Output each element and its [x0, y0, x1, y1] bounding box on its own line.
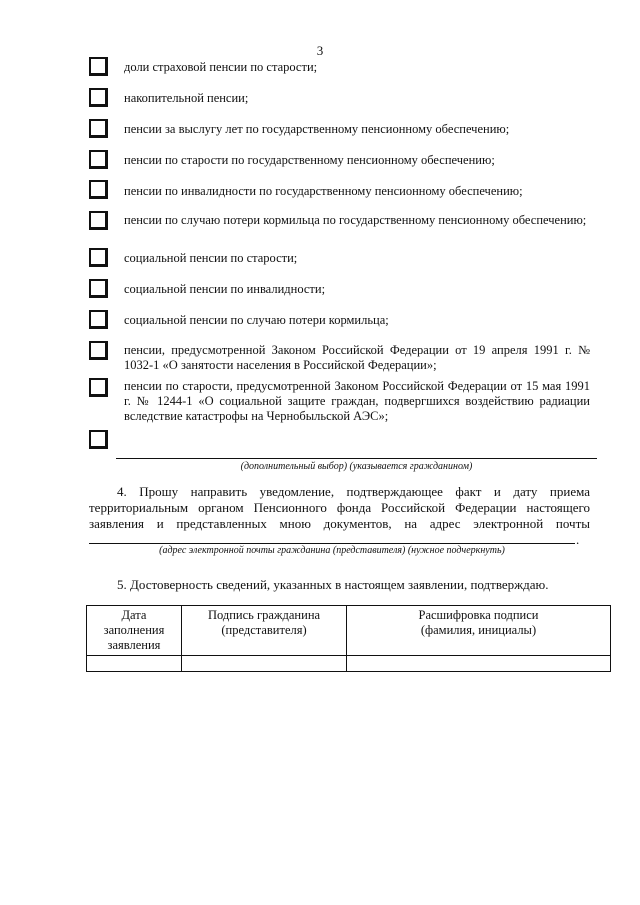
header-line: заявления	[107, 638, 161, 652]
date-input-cell[interactable]	[87, 656, 182, 672]
name-header-cell	[347, 606, 611, 656]
header-line: заполнения	[103, 623, 165, 637]
header-line: Подпись гражданина	[207, 608, 321, 622]
option-label: накопительной пенсии;	[124, 91, 249, 105]
signature-header-row	[87, 606, 611, 656]
header-line: (представителя)	[221, 623, 307, 637]
checkbox-old-age-share[interactable]	[89, 57, 108, 76]
checkbox-state-disability[interactable]	[89, 180, 108, 199]
section-4-paragraph	[89, 484, 590, 532]
section-4-line: заявления и представленных мною документов, на адрес электронной почты	[89, 516, 590, 531]
signature-table	[86, 605, 611, 672]
page-number: 3	[316, 43, 324, 58]
header-line: Расшифровка подписи	[418, 608, 539, 622]
additional-choice-caption: (дополнительный выбор) (указывается гражданином)	[240, 461, 473, 472]
checkbox-additional-choice[interactable]	[89, 430, 108, 449]
option-label: пенсии по инвалидности по государственному пенсионному обеспечению;	[124, 184, 523, 198]
option-label: пенсии по старости, предусмотренной Законом Российской Федерации от 15 мая 1991 г. № 1244-1 «О социальной защите граждан, подвергшихся воздействию радиации вследствие катастрофы на Чернобыльской АЭС»;	[124, 379, 590, 423]
date-header-cell	[87, 606, 182, 656]
section-4-line: территориальным органом Пенсионного фонда Российской Федерации настоящего	[89, 500, 590, 515]
option-label: доли страховой пенсии по старости;	[124, 60, 318, 74]
option-label: социальной пенсии по старости;	[124, 251, 298, 265]
checkbox-law-1032[interactable]	[89, 341, 108, 360]
checkbox-state-survivor[interactable]	[89, 211, 108, 230]
checkbox-social-old-age[interactable]	[89, 248, 108, 267]
additional-choice-field[interactable]	[116, 458, 597, 459]
checkbox-long-service[interactable]	[89, 119, 108, 138]
checkbox-law-1244[interactable]	[89, 378, 108, 397]
option-label: пенсии за выслугу лет по государственному пенсионному обеспечению;	[124, 122, 510, 136]
signature-input-row	[87, 656, 611, 672]
header-line: (фамилия, инициалы)	[420, 623, 537, 637]
option-label: пенсии, предусмотренной Законом Российской Федерации от 19 апреля 1991 г. № 1032-1 «О занятости населения в Российской Федерации»;	[124, 343, 590, 372]
option-label: пенсии по старости по государственному пенсионному обеспечению;	[124, 153, 495, 167]
email-address-field[interactable]	[89, 543, 575, 544]
option-label: социальной пенсии по инвалидности;	[124, 282, 326, 296]
checkbox-social-disability[interactable]	[89, 279, 108, 298]
signature-header-cell	[182, 606, 347, 656]
signature-input-cell[interactable]	[182, 656, 347, 672]
section-5-text: 5. Достоверность сведений, указанных в настоящем заявлении, подтверждаю.	[117, 577, 549, 592]
option-label: социальной пенсии по случаю потери кормильца;	[124, 313, 389, 327]
option-label: пенсии по случаю потери кормильца по государственному пенсионному обеспечению;	[124, 213, 587, 227]
checkbox-funded-pension[interactable]	[89, 88, 108, 107]
checkbox-state-old-age[interactable]	[89, 150, 108, 169]
checkbox-social-survivor[interactable]	[89, 310, 108, 329]
email-caption: (адрес электронной почты гражданина (представителя) (нужное подчеркнуть)	[159, 545, 505, 556]
name-input-cell[interactable]	[347, 656, 611, 672]
header-line: Дата	[121, 608, 147, 622]
email-line-end-mark: .	[576, 532, 580, 547]
section-4-line: 4. Прошу направить уведомление, подтверждающее факт и дату приема	[117, 484, 590, 499]
